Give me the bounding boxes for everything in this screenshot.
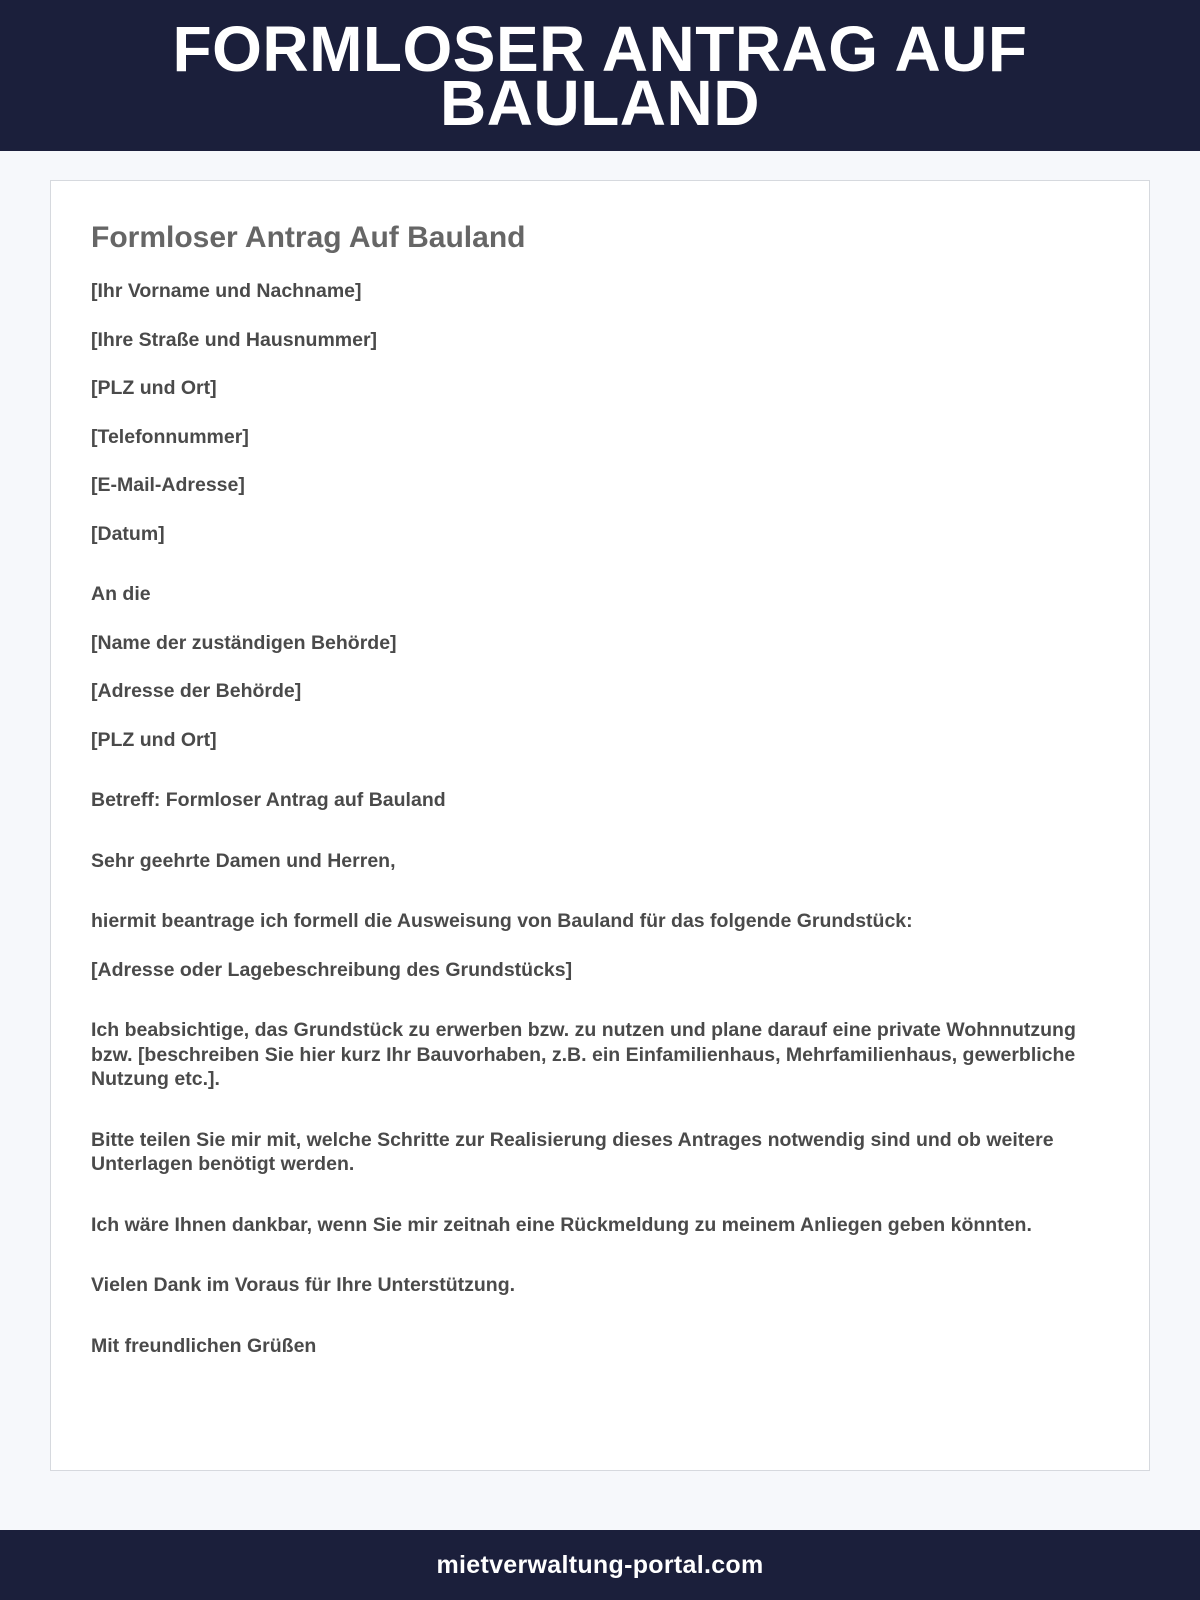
page-footer [0,1530,1200,1600]
sender-street: [Ihre Straße und Hausnummer] [91,328,378,351]
property-placeholder: [Adresse oder Lagebeschreibung des Grundstücks] [91,958,573,981]
request-block [91,909,1109,982]
recipient-authority: [Name der zuständigen Behörde] [91,631,397,654]
document-title: Formloser Antrag Auf Bauland [91,221,526,254]
salutation: Sehr geehrte Damen und Herren, [91,849,396,872]
recipient-address: [Adresse der Behörde] [91,680,302,702]
thanks-paragraph: Vielen Dank im Voraus für Ihre Unterstützung. [91,1274,516,1296]
intention-paragraph: Ich beabsichtige, das Grundstück zu erwerben bzw. zu nutzen und plane darauf eine private Wohnnutzung bzw. [beschreiben Sie hier kurz Ihr Bauvorhaben, z.B. ein Einfamilienhaus, Mehrfamilienhaus, gewerbliche Nutzung etc.]. [91,1019,1076,1090]
document-card [50,180,1150,1471]
page-title: FORMLOSER ANTRAG AUF BAULAND [172,12,1028,139]
sender-city: [PLZ und Ort] [91,377,217,399]
sender-name: [Ihr Vorname und Nachname] [91,280,362,302]
footer-site-link[interactable]: mietverwaltung-portal.com [436,1550,764,1579]
recipient-intro: An die [91,583,151,605]
sender-date: [Datum] [91,522,165,545]
sender-block [91,279,1109,546]
subject-line: Betreff: Formloser Antrag auf Bauland [91,789,446,811]
request-intro: hiermit beantrage ich formell die Ausweisung von Bauland für das folgende Grundstück: [91,910,913,932]
sender-email: [E-Mail-Adresse] [91,474,245,496]
sender-phone: [Telefonnummer] [91,425,249,448]
closing-line: Mit freundlichen Grüßen [91,1334,317,1357]
question-paragraph: Bitte teilen Sie mir mit, welche Schritte zur Realisierung dieses Antrages notwendig sind und ob weitere Unterlagen benötigt werden. [91,1128,1054,1175]
recipient-city: [PLZ und Ort] [91,728,217,751]
recipient-block [91,582,1109,752]
feedback-paragraph: Ich wäre Ihnen dankbar, wenn Sie mir zeitnah eine Rückmeldung zu meinem Anliegen geben könnten. [91,1213,1032,1236]
page-header [0,0,1200,151]
